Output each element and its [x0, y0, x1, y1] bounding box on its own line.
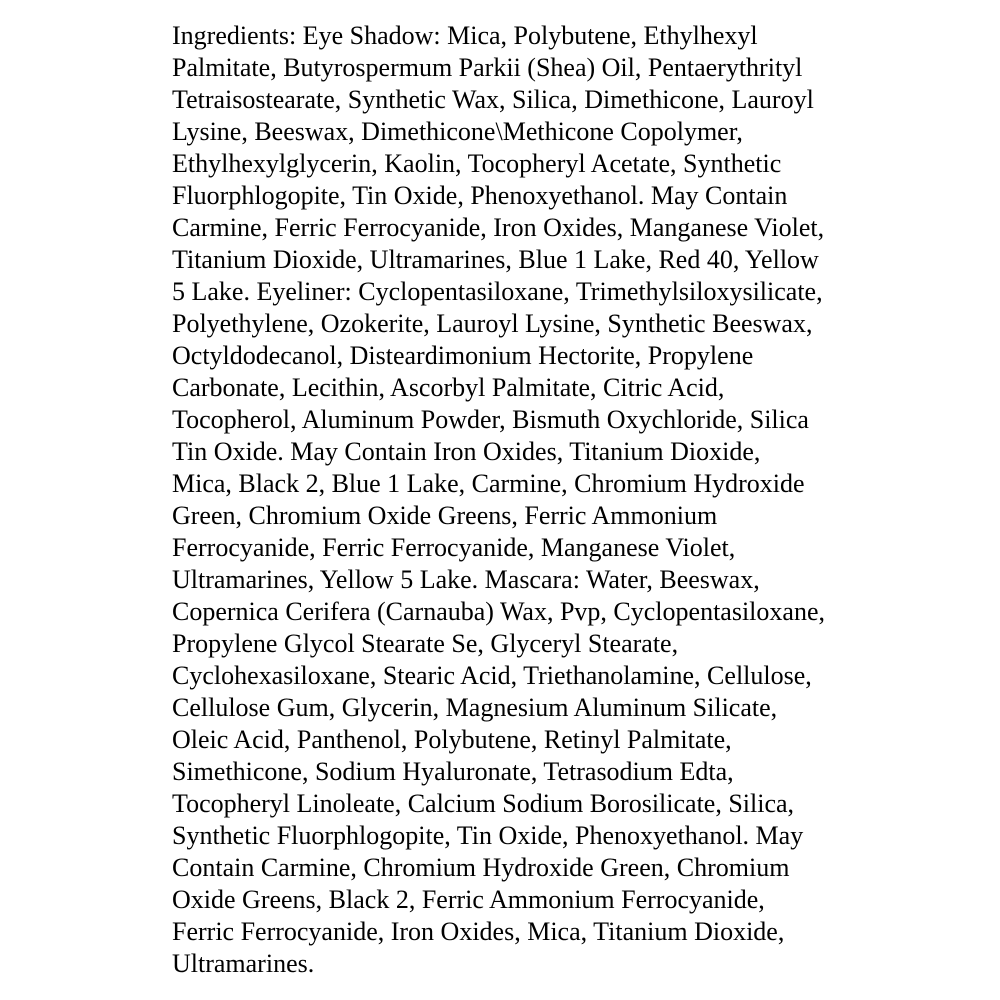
ingredients-line: Octyldodecanol, Disteardimonium Hectorite, Propylene — [172, 341, 754, 370]
ingredients-line: Cellulose Gum, Glycerin, Magnesium Aluminum Silicate, — [172, 693, 778, 722]
ingredients-line: Ethylhexylglycerin, Kaolin, Tocopheryl Acetate, Synthetic — [172, 149, 782, 178]
ingredients-line: Ferric Ferrocyanide, Iron Oxides, Mica, Titanium Dioxide, — [172, 917, 785, 946]
ingredients-line: Tetraisostearate, Synthetic Wax, Silica, Dimethicone, Lauroyl — [172, 85, 814, 114]
ingredients-line: Propylene Glycol Stearate Se, Glyceryl Stearate, — [172, 629, 679, 658]
ingredients-line: Green, Chromium Oxide Greens, Ferric Ammonium — [172, 501, 718, 530]
ingredients-line: Titanium Dioxide, Ultramarines, Blue 1 Lake, Red 40, Yellow — [172, 245, 819, 274]
ingredients-line: Carmine, Ferric Ferrocyanide, Iron Oxides, Manganese Violet, — [172, 213, 825, 242]
ingredients-line: Contain Carmine, Chromium Hydroxide Green, Chromium — [172, 853, 790, 882]
ingredients-line: Oleic Acid, Panthenol, Polybutene, Retinyl Palmitate, — [172, 725, 732, 754]
ingredients-line: Polyethylene, Ozokerite, Lauroyl Lysine, Synthetic Beeswax, — [172, 309, 813, 338]
ingredients-line: Ultramarines, Yellow 5 Lake. Mascara: Water, Beeswax, — [172, 565, 760, 594]
ingredients-line: Mica, Black 2, Blue 1 Lake, Carmine, Chromium Hydroxide — [172, 469, 805, 498]
ingredients-line: Palmitate, Butyrospermum Parkii (Shea) Oil, Pentaerythrityl — [172, 53, 803, 82]
ingredients-line: Lysine, Beeswax, Dimethicone\Methicone Copolymer, — [172, 117, 743, 146]
ingredients-line: 5 Lake. Eyeliner: Cyclopentasiloxane, Trimethylsiloxysilicate, — [172, 277, 823, 306]
ingredients-line: Tocopheryl Linoleate, Calcium Sodium Borosilicate, Silica, — [172, 789, 795, 818]
ingredients-line: Oxide Greens, Black 2, Ferric Ammonium Ferrocyanide, — [172, 885, 765, 914]
ingredients-text — [172, 20, 842, 980]
ingredients-line: Synthetic Fluorphlogopite, Tin Oxide, Phenoxyethanol. May — [172, 821, 804, 850]
ingredients-line: Ingredients: Eye Shadow: Mica, Polybutene, Ethylhexyl — [172, 21, 758, 50]
ingredients-line: Ultramarines. — [172, 949, 315, 978]
ingredients-line: Tocopherol, Aluminum Powder, Bismuth Oxychloride, Silica — [172, 405, 809, 434]
ingredients-line: Tin Oxide. May Contain Iron Oxides, Titanium Dioxide, — [172, 437, 761, 466]
ingredients-line: Simethicone, Sodium Hyaluronate, Tetrasodium Edta, — [172, 757, 734, 786]
ingredients-line: Ferrocyanide, Ferric Ferrocyanide, Manganese Violet, — [172, 533, 736, 562]
ingredients-line: Cyclohexasiloxane, Stearic Acid, Triethanolamine, Cellulose, — [172, 661, 812, 690]
ingredients-line: Carbonate, Lecithin, Ascorbyl Palmitate, Citric Acid, — [172, 373, 725, 402]
ingredients-line: Copernica Cerifera (Carnauba) Wax, Pvp, Cyclopentasiloxane, — [172, 597, 825, 626]
ingredients-line: Fluorphlogopite, Tin Oxide, Phenoxyethanol. May Contain — [172, 181, 788, 210]
